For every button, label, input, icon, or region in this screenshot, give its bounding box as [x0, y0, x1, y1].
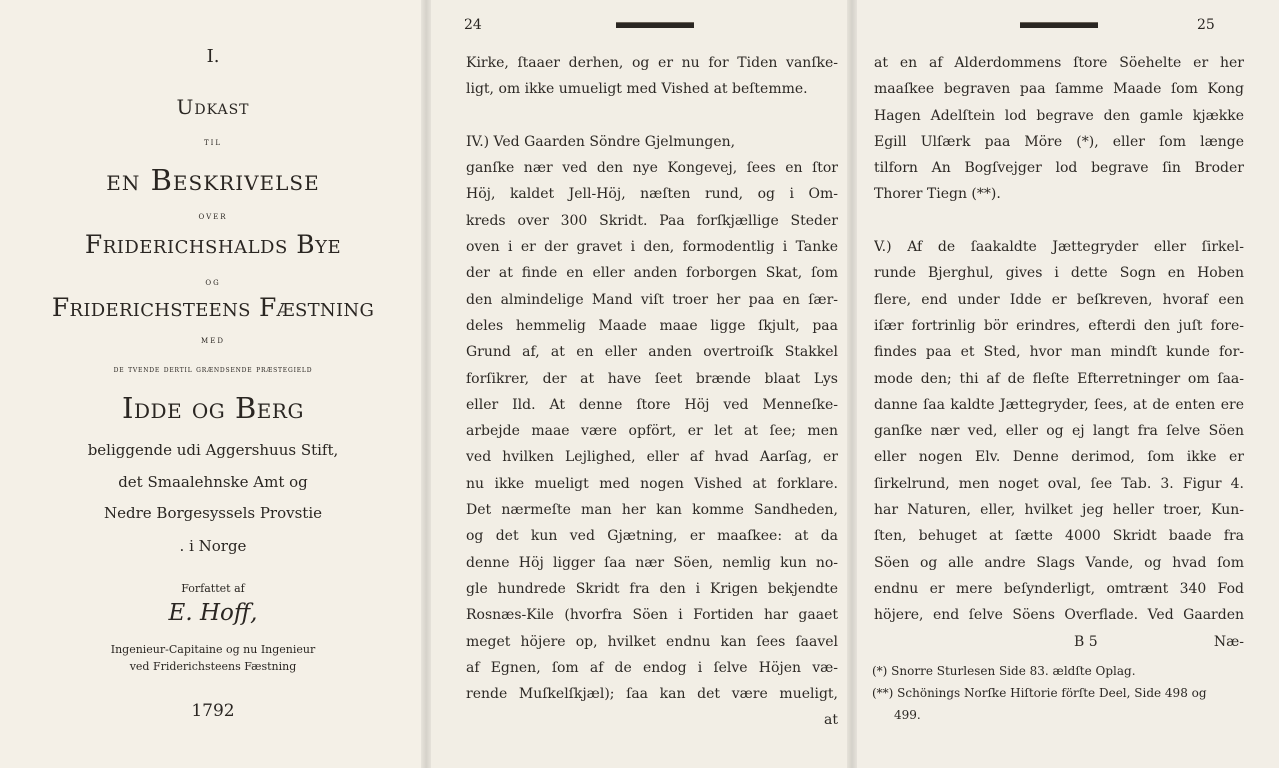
footnote-2: (**) Schönings Norſke Hiſtorie förſte Deel, Side 498 og [872, 686, 1207, 700]
title-beskrivelse: en Beskrivelse [106, 163, 320, 197]
header-rule [616, 22, 694, 28]
text-line: Söen og alle andre Slags Vande, og hvad ſom [874, 554, 1244, 571]
text-line: meget höjere op, hvilket endnu kan ſees ſaavel [466, 633, 838, 650]
title-ingenieur-2: ved Friderichsteens Fæstning [129, 660, 297, 673]
footnote-2-continuation: 499. [894, 708, 921, 722]
text-line: V.) Af de ſaakaldte Jættegryder eller ſirkel- [874, 239, 1244, 256]
page-body [466, 50, 838, 734]
text-line: der at finde en eller anden forborgen Skat, ſom [466, 265, 838, 282]
title-over: over [198, 211, 228, 222]
catchword: at [824, 712, 838, 729]
text-line: eller nogen Elv. Denne derimod, ſom ikke er [874, 449, 1244, 466]
header-rule [1020, 22, 1098, 28]
title-line-4: . i Norge [179, 537, 247, 555]
text-line: ganſke nær ved, eller og ej langt fra ſelve Söen [874, 423, 1244, 440]
text-line: Hagen Adelſtein lod begrave den gamle kjække [874, 107, 1244, 124]
text-line: findes paa et Sted, hvor man mindſt kunde for- [874, 344, 1244, 361]
title-roman-numeral: I. [206, 46, 220, 67]
text-line: Höj, kaldet Jell-Höj, næſten rund, og i Om- [466, 186, 838, 203]
text-line: forſikrer, der at have ſeet brænde blaat Lys [466, 370, 838, 387]
text-line: den almindelige Mand viſt troer her paa en ſær- [466, 291, 838, 308]
page-number: 25 [1197, 17, 1215, 33]
text-line [466, 103, 838, 129]
title-year: 1792 [191, 701, 235, 721]
title-author: E. Hoff, [168, 600, 258, 626]
page-25 [852, 0, 1279, 768]
title-udkast: Udkast [176, 95, 250, 119]
title-ingenieur-1: Ingenieur-Capitaine og nu Ingenieur [110, 643, 316, 656]
text-line: ganſke nær ved den nye Kongevej, ſees en ſtor [466, 160, 838, 177]
text-line: Egill Ulſærk paa Möre (*), eller ſom længe [874, 133, 1244, 150]
text-line: Thorer Tiegn (**). [874, 186, 1001, 203]
page-body [874, 50, 1244, 655]
footnotes [872, 660, 1252, 726]
text-line: Det nærmeſte man her kan komme Sandheden, [466, 502, 838, 519]
text-line: ligt, om ikke umueligt med Vished at beſtemme. [466, 81, 808, 98]
text-line: har Naturen, eller, hvilket jeg heller troer, Kun- [874, 502, 1244, 519]
text-line: deles hemmelig Maade maae ligge ſkjult, paa [466, 317, 838, 334]
text-line: Kirke, ſtaaer derhen, og er nu for Tiden vanſke- [466, 55, 838, 71]
text-line: Rosnæs-Kile (hvorfra Söen i Fortiden har gaaet [466, 607, 838, 624]
page-24 [426, 0, 852, 768]
title-line-2: det Smaalehnske Amt og [118, 473, 308, 491]
title-forfattet: Forfattet af [181, 582, 245, 595]
text-line: runde Bjerghul, gives i dette Sogn en Hoben [874, 265, 1244, 282]
text-line: oven i er der gravet i den, formodentlig i Tanke [466, 239, 838, 256]
text-line: tilforn An Bogſvejger lod begrave ſin Broder [874, 160, 1244, 177]
title-friderichshalds: Friderichshalds Bye [84, 230, 342, 259]
title-idde-berg: Idde og Berg [122, 391, 304, 425]
footnote-1: (*) Snorre Sturlesen Side 83. ældſte Oplag. [872, 664, 1136, 678]
title-line-1: beliggende udi Aggershuus Stift, [87, 441, 339, 459]
text-line: flere, end under Idde er beſkreven, hvoraf een [874, 291, 1244, 308]
text-line: maaſkee begraven paa ſamme Maade ſom Kong [874, 81, 1244, 98]
title-til: til [203, 137, 223, 148]
text-line: danne ſaa kaldte Jættegryder, ſees, at de enten ere [874, 396, 1244, 413]
signature-mark: B 5 [1074, 633, 1098, 650]
signature-line [874, 629, 1244, 655]
text-line [874, 208, 1244, 234]
title-line-3: Nedre Borgesyssels Provstie [104, 504, 322, 522]
text-line: arbejde maae være opfört, er let at ſee; men [466, 423, 838, 440]
page-number: 24 [464, 17, 482, 33]
text-line: ved hvilken Lejlighed, eller af hvad Aarſag, er [466, 449, 838, 466]
gutter-shadow [847, 0, 857, 768]
text-line: eller Ild. At denne ſtore Höj ved Menneſke- [466, 396, 838, 413]
text-line: af Egnen, ſom af de endog i ſelve Höjen væ- [466, 659, 838, 676]
title-og: og [205, 277, 221, 288]
text-line: Grund af, at en eller anden overtroiſk Stakkel [466, 344, 838, 361]
text-line: gle hundrede Skridt fra den i Krigen bekjendte [466, 580, 838, 597]
title-tvende: de tvende dertil grændsende præstegield [113, 365, 313, 375]
text-line: og det kun ved Gjætning, er maaſkee: at da [466, 528, 838, 545]
text-line: denne Höj ligger ſaa nær Söen, nemlig kun no- [466, 554, 838, 571]
text-line: IV.) Ved Gaarden Söndre Gjelmungen, [466, 133, 736, 150]
text-line: rende Muſkelſkjæl); ſaa kan det være mueligt, [466, 686, 838, 703]
gutter-shadow [421, 0, 431, 768]
text-line: höjere, end ſelve Söens Overflade. Ved Gaarden [874, 607, 1244, 624]
title-page [0, 0, 426, 768]
text-line: iſær fortrinlig bör erindres, efterdi den juſt fore- [874, 317, 1244, 334]
text-line: ſirkelrund, men noget oval, ſee Tab. 3. Figur 4. [874, 475, 1244, 492]
text-line: ſten, behuget at ſætte 4000 Skridt baade fra [874, 528, 1244, 545]
text-line: kreds over 300 Skridt. Paa forſkjællige Steder [466, 212, 838, 229]
text-line: at en af Alderdommens ſtore Söehelte er her [874, 55, 1244, 71]
text-line: endnu er mere beſynderligt, omtrænt 340 Fod [874, 580, 1244, 597]
catchword: Næ- [1213, 633, 1244, 650]
title-friderichsteens: Friderichsteens Fæstning [51, 293, 375, 322]
text-line: mode den; thi af de fleſte Efterretninger om ſaa- [874, 370, 1244, 387]
text-line: nu ikke mueligt med nogen Vished at forklare. [466, 475, 838, 492]
title-med: med [201, 335, 225, 346]
